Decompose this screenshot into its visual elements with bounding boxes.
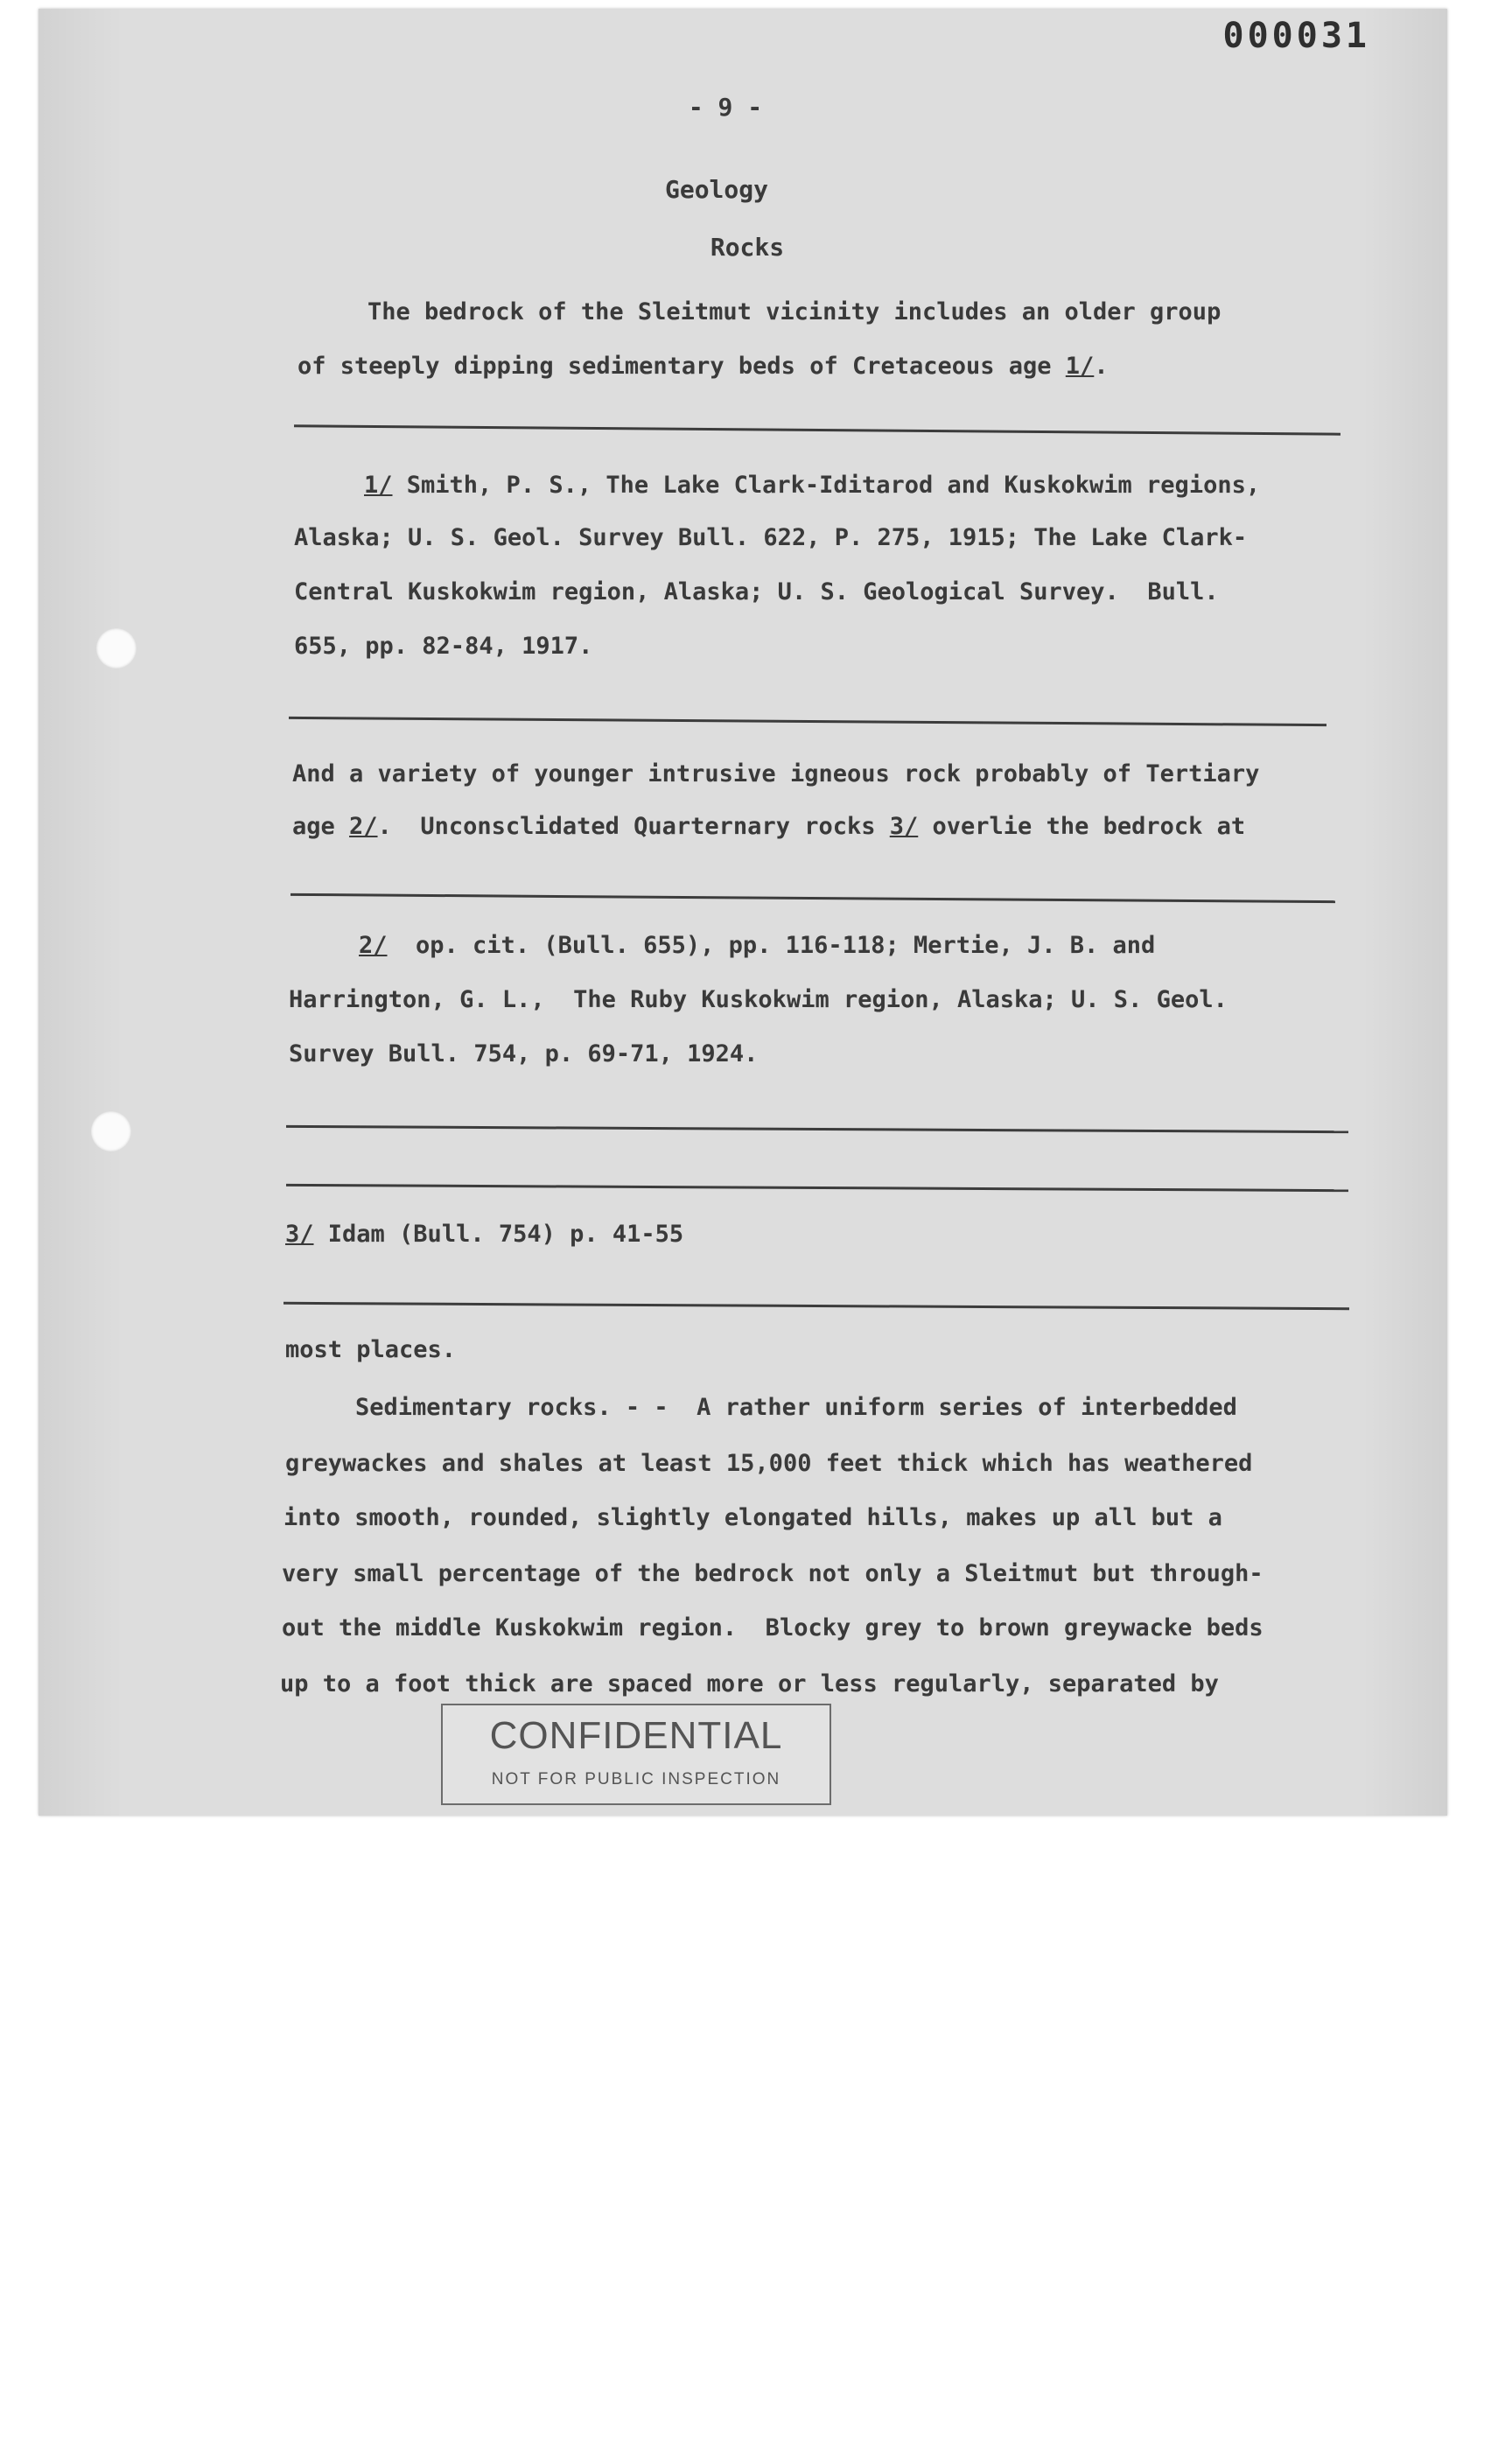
footnote-line: 3/ Idam (Bull. 754) p. 41-55: [285, 1221, 684, 1248]
punch-hole-icon: [91, 1111, 131, 1152]
text-line: of steeply dipping sedimentary beds of Cretaceous age 1/.: [298, 353, 1109, 380]
footnote-rule: [289, 717, 1326, 726]
footnote-rule: [286, 1184, 1348, 1192]
punch-hole-icon: [96, 628, 136, 668]
heading-rocks: Rocks: [710, 233, 785, 262]
text-line: age 2/. Unconsclidated Quarternary rocks 3/ overlie the bedrock at: [292, 813, 1246, 840]
footnote-rule: [294, 424, 1340, 435]
footnote-rule: [286, 1125, 1348, 1133]
text-line: into smooth, rounded, slightly elongated hills, makes up all but a: [284, 1504, 1222, 1531]
confidential-stamp: [441, 1704, 831, 1805]
footnote-rule: [290, 893, 1335, 903]
stamp-title: CONFIDENTIAL: [489, 1714, 783, 1757]
document-number: 000031: [1222, 16, 1370, 56]
document-page: [38, 9, 1447, 1816]
footnote-line: 655, pp. 82-84, 1917.: [294, 633, 593, 660]
text-line: Sedimentary rocks. - - A rather uniform series of interbedded: [355, 1394, 1237, 1421]
text-line: most places.: [285, 1336, 457, 1363]
text-line: up to a foot thick are spaced more or less regularly, separated by: [280, 1670, 1219, 1698]
footnote-line: Alaska; U. S. Geol. Survey Bull. 622, P. 275, 1915; The Lake Clark-: [294, 524, 1248, 551]
footnote-line: Harrington, G. L., The Ruby Kuskokwim region, Alaska; U. S. Geol.: [289, 986, 1228, 1013]
text-line: greywackes and shales at least 15,000 feet thick which has weathered: [285, 1450, 1253, 1477]
text-line: very small percentage of the bedrock not only a Sleitmut but through-: [282, 1560, 1264, 1587]
footnote-rule: [284, 1302, 1349, 1310]
heading-geology: Geology: [664, 175, 768, 204]
footnote-line: 2/ op. cit. (Bull. 655), pp. 116-118; Mertie, J. B. and: [359, 932, 1156, 959]
page-number: - 9 -: [688, 93, 763, 122]
footnote-ref: 1/: [1065, 353, 1095, 380]
footnote-line: Central Kuskokwim region, Alaska; U. S. Geological Survey. Bull.: [294, 578, 1219, 606]
text-line: out the middle Kuskokwim region. Blocky grey to brown greywacke beds: [282, 1614, 1264, 1642]
footnote-line: Survey Bull. 754, p. 69-71, 1924.: [289, 1040, 759, 1068]
text-line: And a variety of younger intrusive igneous rock probably of Tertiary: [292, 760, 1260, 788]
footnote-line: 1/ Smith, P. S., The Lake Clark-Iditarod and Kuskokwim regions,: [364, 472, 1261, 499]
stamp-subtitle: NOT FOR PUBLIC INSPECTION: [491, 1770, 781, 1788]
text-line: The bedrock of the Sleitmut vicinity includes an older group: [368, 298, 1222, 326]
